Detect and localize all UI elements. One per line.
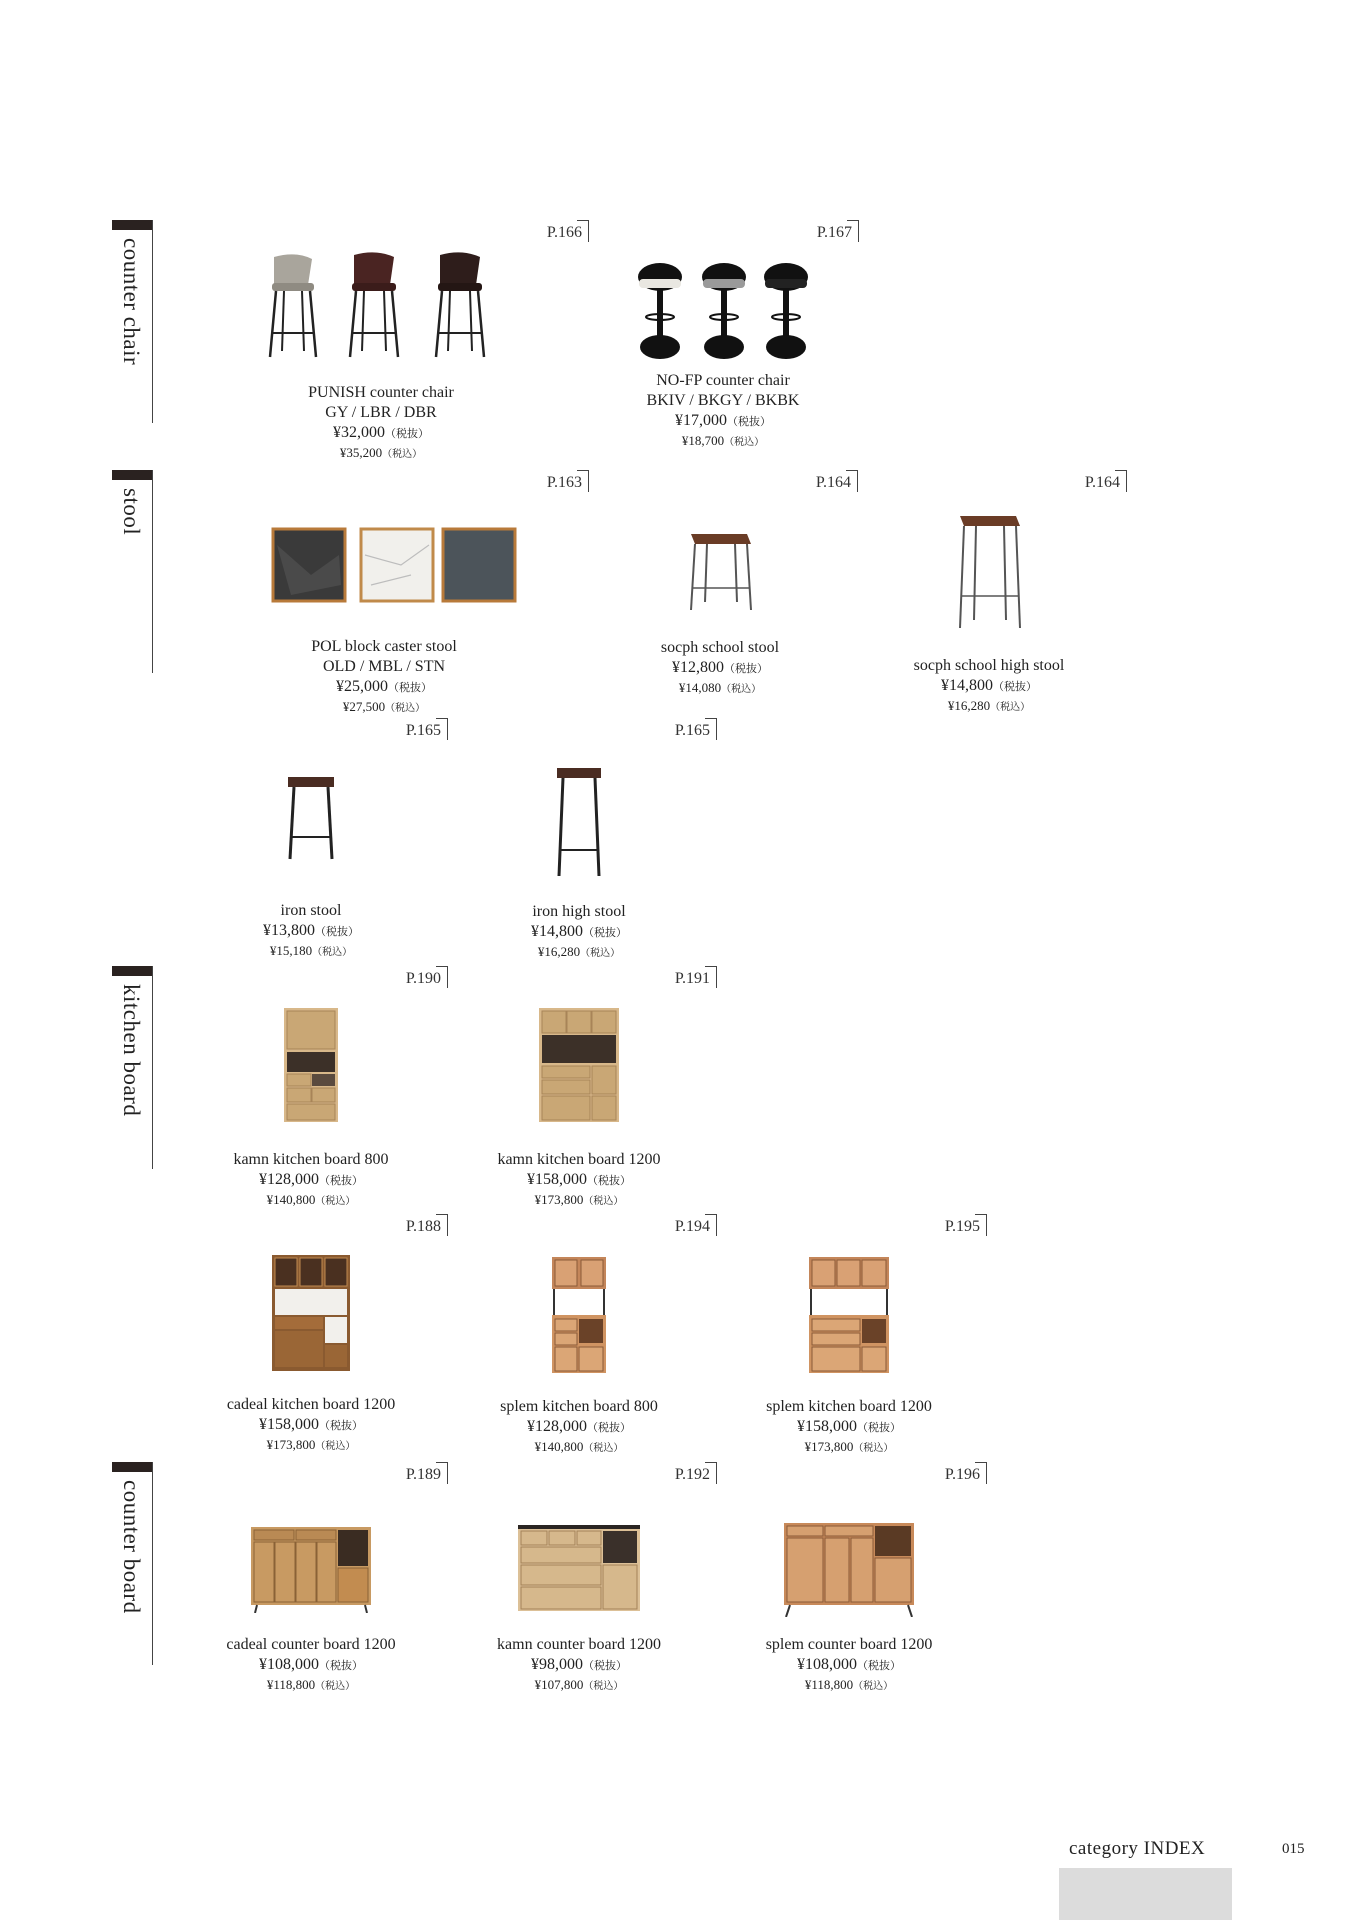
page-ref[interactable]: P.164 <box>1066 470 1127 492</box>
category-bar <box>112 220 152 230</box>
price-tax-excluded: ¥108,000（税抜） <box>797 1656 901 1673</box>
price-tax-excluded: ¥14,800（税抜） <box>531 923 627 940</box>
category-label: stool <box>119 488 144 536</box>
product-name: PUNISH counter chair <box>308 384 454 401</box>
product-kamn-kitchen-board-1200[interactable] <box>429 1008 729 1210</box>
category-counter-chair <box>112 220 153 423</box>
page-ref[interactable]: P.163 <box>528 470 589 492</box>
product-image <box>784 1523 914 1617</box>
category-bar <box>112 470 152 480</box>
page-ref[interactable]: P.190 <box>387 966 448 988</box>
price-tax-excluded: ¥158,000（税抜） <box>797 1418 901 1435</box>
price-tax-included: ¥16,280（税込） <box>537 944 621 959</box>
product-splem-kitchen-board-800[interactable] <box>429 1257 729 1457</box>
product-image <box>518 1525 640 1611</box>
product-cadeal-kitchen-board-1200[interactable] <box>161 1255 461 1455</box>
price-tax-excluded: ¥128,000（税抜） <box>527 1418 631 1435</box>
page-ref[interactable]: P.195 <box>926 1214 987 1236</box>
product-kamn-kitchen-board-800[interactable] <box>161 1008 461 1210</box>
page-ref[interactable]: P.167 <box>798 220 859 242</box>
product-image <box>956 512 1022 632</box>
product-variants: BKIV / BKGY / BKBK <box>646 392 800 409</box>
product-name: splem kitchen board 800 <box>500 1398 658 1415</box>
page-number: 015 <box>1282 1841 1305 1857</box>
price-tax-excluded: ¥158,000（税抜） <box>259 1416 363 1433</box>
product-image <box>628 255 818 365</box>
product-image <box>809 1257 889 1373</box>
price-tax-included: ¥173,800（税込） <box>266 1437 356 1452</box>
footer-grey-block <box>1059 1868 1232 1920</box>
price-tax-included: ¥15,180（税込） <box>269 943 353 958</box>
product-name: kamn counter board 1200 <box>497 1636 661 1653</box>
page-ref[interactable]: P.166 <box>528 220 589 242</box>
page-ref[interactable]: P.164 <box>797 470 858 492</box>
product-name: cadeal kitchen board 1200 <box>226 1396 396 1413</box>
product-image <box>272 1255 350 1371</box>
category-kitchen-board <box>112 966 153 1169</box>
chair-bkbk <box>764 263 808 359</box>
category-bar <box>112 1462 152 1472</box>
product-name: splem kitchen board 1200 <box>766 1398 932 1415</box>
category-label: counter chair <box>119 238 144 366</box>
price-tax-included: ¥118,800（税込） <box>266 1677 356 1692</box>
product-name: iron high stool <box>532 903 626 920</box>
product-no-fp-counter-chair[interactable] <box>573 255 873 451</box>
price-tax-excluded: ¥14,800（税抜） <box>941 677 1037 694</box>
product-pol-block-caster-stool[interactable] <box>234 525 534 717</box>
product-image <box>251 1527 371 1613</box>
price-tax-included: ¥16,280（税込） <box>947 698 1031 713</box>
product-splem-kitchen-board-1200[interactable] <box>699 1257 999 1457</box>
product-name: splem counter board 1200 <box>765 1636 933 1653</box>
product-variants: OLD / MBL / STN <box>322 658 446 675</box>
page-ref[interactable]: P.191 <box>656 966 717 988</box>
product-name: iron stool <box>280 902 342 919</box>
price-tax-excluded: ¥32,000（税抜） <box>333 424 429 441</box>
chair-bkgy <box>702 263 746 359</box>
page-ref[interactable]: P.194 <box>656 1214 717 1236</box>
page-ref[interactable]: P.189 <box>387 1462 448 1484</box>
product-kamn-counter-board-1200[interactable] <box>429 1525 729 1695</box>
price-tax-excluded: ¥108,000（税抜） <box>259 1656 363 1673</box>
price-tax-excluded: ¥158,000（税抜） <box>527 1171 631 1188</box>
price-tax-excluded: ¥12,800（税抜） <box>672 659 768 676</box>
price-tax-included: ¥118,800（税込） <box>804 1677 894 1692</box>
price-tax-excluded: ¥128,000（税抜） <box>259 1171 363 1188</box>
product-name: cadeal counter board 1200 <box>226 1636 396 1653</box>
product-socph-school-high-stool[interactable] <box>839 512 1139 716</box>
price-tax-included: ¥27,500（税込） <box>342 699 426 714</box>
product-name: NO-FP counter chair <box>656 372 790 389</box>
price-tax-excluded: ¥25,000（税抜） <box>336 678 432 695</box>
product-socph-school-stool[interactable] <box>570 530 870 698</box>
product-splem-counter-board-1200[interactable] <box>699 1523 999 1695</box>
price-tax-included: ¥107,800（税込） <box>534 1677 624 1692</box>
page-ref[interactable]: P.165 <box>656 718 717 740</box>
price-tax-excluded: ¥98,000（税抜） <box>531 1656 627 1673</box>
product-name: kamn kitchen board 800 <box>233 1151 389 1168</box>
page-ref[interactable]: P.165 <box>387 718 448 740</box>
product-image <box>251 525 517 605</box>
price-tax-included: ¥18,700（税込） <box>681 433 765 448</box>
product-image <box>284 1008 338 1122</box>
product-name: socph school high stool <box>913 657 1065 674</box>
price-tax-included: ¥140,800（税込） <box>534 1439 624 1454</box>
product-name: socph school stool <box>660 639 780 656</box>
product-punish-counter-chair[interactable] <box>231 245 531 463</box>
price-tax-included: ¥35,200（税込） <box>339 445 423 460</box>
product-image <box>555 766 603 878</box>
category-stool <box>112 470 153 673</box>
price-tax-included: ¥173,800（税込） <box>804 1439 894 1454</box>
product-iron-stool[interactable] <box>161 775 461 961</box>
category-label: counter board <box>119 1480 144 1614</box>
price-tax-excluded: ¥17,000（税抜） <box>675 412 771 429</box>
category-label: kitchen board <box>119 984 144 1117</box>
product-image <box>286 775 336 861</box>
product-image <box>246 245 516 365</box>
footer-title: category INDEX <box>1069 1838 1206 1859</box>
product-cadeal-counter-board-1200[interactable] <box>161 1527 461 1695</box>
page-ref[interactable]: P.188 <box>387 1214 448 1236</box>
chair-dbr <box>436 252 484 357</box>
product-name: kamn kitchen board 1200 <box>497 1151 661 1168</box>
product-name: POL block caster stool <box>311 638 457 655</box>
chair-gy <box>270 254 316 357</box>
product-image <box>685 530 755 614</box>
price-tax-excluded: ¥13,800（税抜） <box>263 922 359 939</box>
product-image <box>552 1257 606 1373</box>
page-ref[interactable]: P.196 <box>926 1462 987 1484</box>
product-iron-high-stool[interactable] <box>429 766 729 962</box>
chair-lbr <box>350 252 398 357</box>
price-tax-included: ¥140,800（税込） <box>266 1192 356 1207</box>
price-tax-included: ¥173,800（税込） <box>534 1192 624 1207</box>
category-counter-board <box>112 1462 153 1665</box>
product-image <box>539 1008 619 1122</box>
page-ref[interactable]: P.192 <box>656 1462 717 1484</box>
price-tax-included: ¥14,080（税込） <box>678 680 762 695</box>
product-variants: GY / LBR / DBR <box>325 404 437 421</box>
category-bar <box>112 966 152 976</box>
chair-bkiv <box>638 263 682 359</box>
